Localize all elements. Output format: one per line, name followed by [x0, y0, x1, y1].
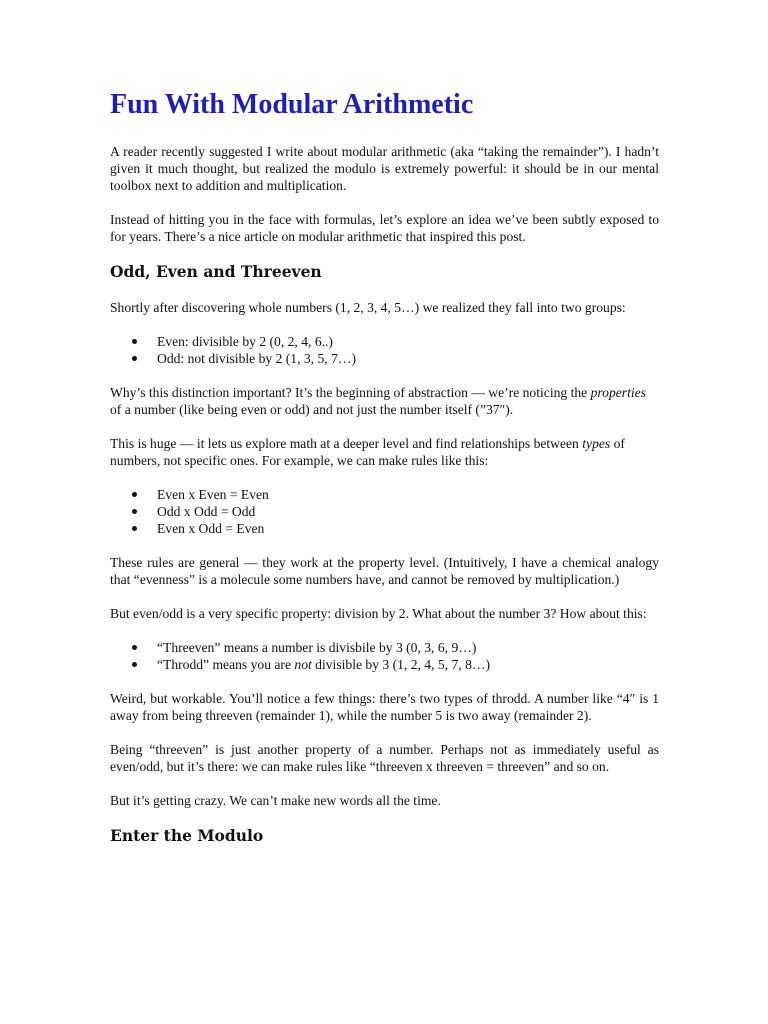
list-item	[110, 656, 659, 673]
list-even-odd	[110, 333, 659, 367]
list-item-text: Even: divisible by 2 (0, 2, 4, 6..)	[157, 334, 333, 349]
text-run: of a number (like being even or odd) and not just the number itself (”37″).	[110, 402, 514, 417]
emphasis-not: not	[294, 657, 312, 672]
list-item	[110, 350, 659, 367]
paragraph-whole-numbers: Shortly after discovering whole numbers (1, 2, 3, 4, 5…) we realized they fall into two groups:	[110, 300, 626, 315]
list-item-text: Even x Even = Even	[157, 487, 269, 502]
paragraph-workable: Weird, but workable. You’ll notice a few things: there’s two types of throdd. A number like “4″ is 1 away from being threeven (remainder 1), while the number 5 is two away (remainder 2).	[110, 691, 659, 723]
list-item-text: “Threeven” means a number is divisbile by 3 (0, 3, 6, 9…)	[157, 640, 477, 655]
paragraph-another-property: Being “threeven” is just another property of a number. Perhaps not as immediately useful as even/odd, but it’s there: we can make rules like “threeven x threeven = threeven” and so on.	[110, 742, 659, 774]
paragraph-general-rules: These rules are general — they work at the property level. (Intuitively, I have a chemical analogy that “evenness” is a molecule some numbers have, and cannot be removed by multiplication.)	[110, 555, 659, 587]
bullet-icon	[132, 492, 137, 497]
page-title: Fun With Modular Arithmetic	[110, 89, 474, 120]
text-run: Why’s this distinction important? It’s the beginning of abstraction — we’re noticing the	[110, 385, 591, 400]
list-item	[110, 503, 659, 520]
list-item	[110, 333, 659, 350]
bullet-icon	[132, 356, 137, 361]
paragraph-getting-crazy: But it’s getting crazy. We can’t make new words all the time.	[110, 793, 441, 808]
article	[110, 88, 659, 863]
paragraph-abstraction	[110, 384, 659, 418]
paragraph-formulas: Instead of hitting you in the face with formulas, let’s explore an idea we’ve been subtly exposed to for years. There’s a nice article on modular arithmetic that inspired this post.	[110, 212, 659, 244]
emphasis-properties: properties	[590, 385, 646, 400]
bullet-icon	[132, 339, 137, 344]
heading-odd-even-threeven: Odd, Even and Threeven	[110, 262, 322, 281]
bullet-icon	[132, 526, 137, 531]
bullet-icon	[132, 662, 137, 667]
list-item-text: Odd: not divisible by 2 (1, 3, 5, 7…)	[157, 351, 356, 366]
paragraph-division-by-two: But even/odd is a very specific property: division by 2. What about the number 3? How about this:	[110, 606, 647, 621]
list-item	[110, 486, 659, 503]
list-rules	[110, 486, 659, 537]
text-run: “Throdd” means you are	[157, 657, 295, 672]
list-item	[110, 520, 659, 537]
text-run: of numbers, not specific ones. For example, we can make rules like this:	[110, 436, 625, 468]
list-item-text: Odd x Odd = Odd	[157, 504, 256, 519]
heading-enter-modulo: Enter the Modulo	[110, 826, 264, 845]
list-item	[110, 639, 659, 656]
text-run: divisible by 3 (1, 2, 4, 5, 7, 8…)	[311, 657, 491, 672]
text-run: This is huge — it lets us explore math at a deeper level and find relationships between	[110, 436, 583, 451]
bullet-icon	[132, 645, 137, 650]
list-threeven	[110, 639, 659, 673]
bullet-icon	[132, 509, 137, 514]
paragraph-huge	[110, 435, 659, 469]
emphasis-types: types	[582, 436, 611, 451]
paragraph-intro: A reader recently suggested I write about modular arithmetic (aka “taking the remainder”). I hadn’t given it much thought, but realized the modulo is extremely powerful: it should be in our mental toolbox next to addition and multiplication.	[110, 144, 659, 193]
list-item-text: Even x Odd = Even	[157, 521, 265, 536]
